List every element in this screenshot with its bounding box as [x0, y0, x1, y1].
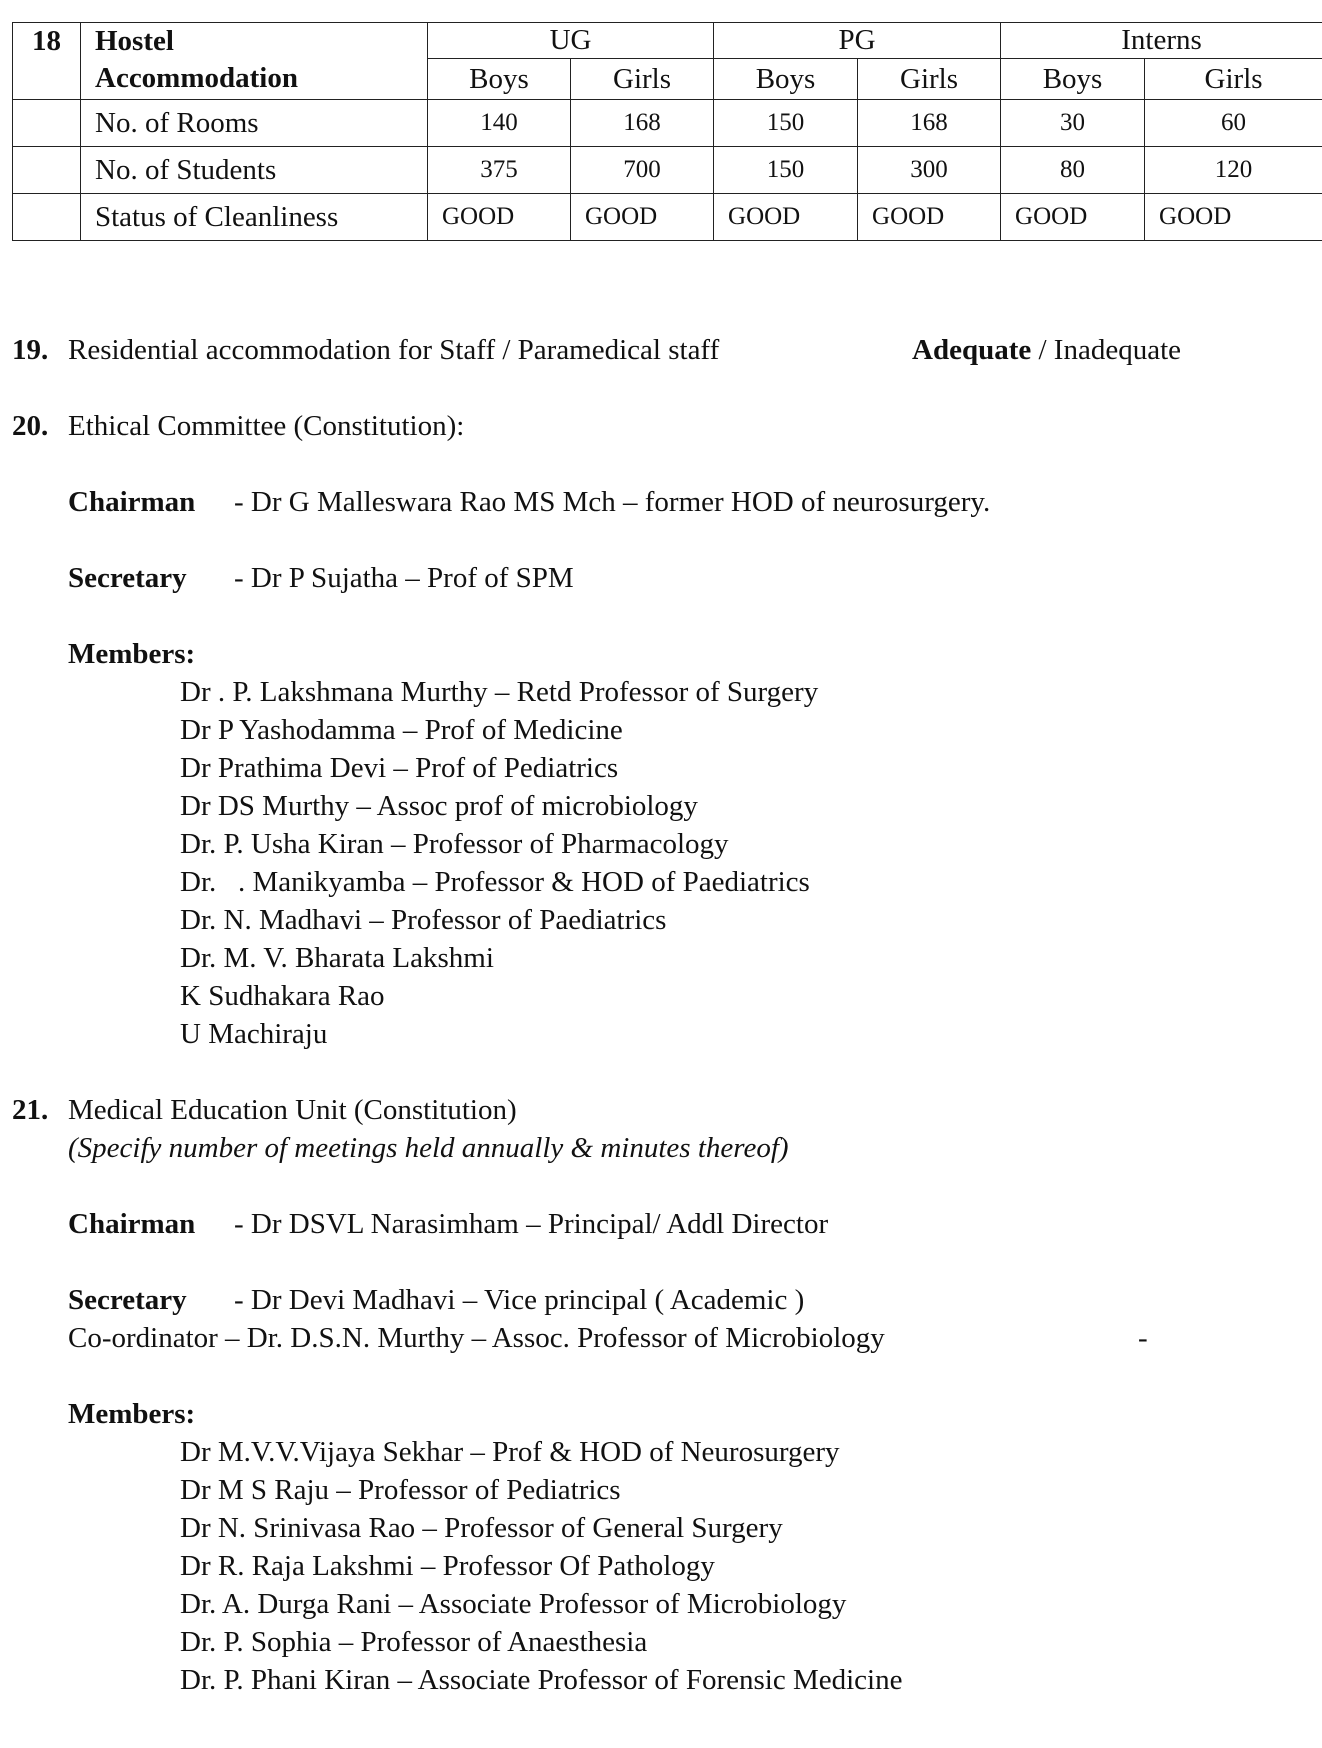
meu-secretary-line — [68, 1282, 804, 1318]
chairman-label: Chairman — [68, 486, 196, 518]
row-label: No. of Rooms — [81, 100, 428, 147]
table-cell: GOOD — [571, 194, 714, 241]
table-cell: 30 — [1001, 100, 1145, 147]
section-20-number: 20. — [12, 410, 49, 442]
secretary-value: - Dr P Sujatha – Prof of SPM — [234, 562, 574, 594]
table-row — [13, 194, 1322, 241]
answer-inadequate: / Inadequate — [1031, 334, 1181, 366]
list-item: Dr. M. V. Bharata Lakshmi — [180, 942, 494, 974]
secretary-label: Secretary — [68, 1284, 187, 1316]
list-item: Dr R. Raja Lakshmi – Professor Of Pathology — [180, 1550, 715, 1582]
table-cell: 140 — [428, 100, 571, 147]
table-cell: 375 — [428, 147, 571, 194]
chairman-value: - Dr G Malleswara Rao MS Mch – former HOD of neurosurgery. — [234, 486, 991, 518]
chairman-label: Chairman — [68, 1208, 196, 1240]
empty-cell — [13, 147, 81, 194]
table-cell: GOOD — [714, 194, 858, 241]
list-item: Dr N. Srinivasa Rao – Professor of General Surgery — [180, 1512, 783, 1544]
coordinator-trailing-dash: - — [1138, 1322, 1148, 1354]
meu-chairman-line — [68, 1206, 828, 1242]
list-item: Dr Prathima Devi – Prof of Pediatrics — [180, 752, 619, 784]
empty-cell — [13, 194, 81, 241]
table-cell: 168 — [571, 100, 714, 147]
list-item: Dr P Yashodamma – Prof of Medicine — [180, 714, 623, 746]
table-cell: 700 — [571, 147, 714, 194]
list-item: Dr. A. Durga Rani – Associate Professor of Microbiology — [180, 1588, 847, 1620]
meu-members-label: Members: — [68, 1398, 196, 1430]
table-cell: 150 — [714, 100, 858, 147]
table-cell: 300 — [858, 147, 1001, 194]
list-item: Dr. P. Phani Kiran – Associate Professor of Forensic Medicine — [180, 1664, 903, 1696]
table-cell: 60 — [1145, 100, 1322, 147]
secretary-label: Secretary — [68, 562, 187, 594]
secretary-value: - Dr Devi Madhavi – Vice principal ( Academic ) — [234, 1284, 805, 1316]
table-cell: 150 — [714, 147, 858, 194]
section-19-text: Residential accommodation for Staff / Paramedical staff — [68, 334, 720, 366]
table-cell: GOOD — [1145, 194, 1322, 241]
hostel-accommodation-table — [12, 22, 1322, 241]
group-header-pg: PG — [714, 23, 1001, 59]
section-19-number: 19. — [12, 334, 49, 366]
section-20-heading: Ethical Committee (Constitution): — [68, 410, 465, 442]
list-item: U Machiraju — [180, 1018, 328, 1050]
table-row — [13, 147, 1322, 194]
table-header-row — [13, 23, 1322, 59]
group-header-ug: UG — [428, 23, 714, 59]
subheader-cell: Boys — [428, 59, 571, 100]
table-cell: GOOD — [428, 194, 571, 241]
table-title — [81, 23, 428, 100]
ethics-members-label: Members: — [68, 638, 196, 670]
section-21-number: 21. — [12, 1094, 49, 1126]
list-item: Dr. P. Usha Kiran – Professor of Pharmacology — [180, 828, 729, 860]
subheader-cell: Boys — [714, 59, 858, 100]
subheader-cell: Girls — [1145, 59, 1322, 100]
ethics-secretary-line — [68, 560, 574, 596]
ethics-chairman-line — [68, 484, 990, 520]
section-21-heading: Medical Education Unit (Constitution) — [68, 1094, 517, 1126]
empty-cell — [13, 100, 81, 147]
list-item: Dr M S Raju – Professor of Pediatrics — [180, 1474, 621, 1506]
section-21-subheading: (Specify number of meetings held annually & minutes thereof) — [68, 1132, 789, 1164]
row-label: No. of Students — [81, 147, 428, 194]
list-item: Dr. . Manikyamba – Professor & HOD of Paediatrics — [180, 866, 810, 898]
list-item: Dr. P. Sophia – Professor of Anaesthesia — [180, 1626, 648, 1658]
subheader-cell: Girls — [571, 59, 714, 100]
list-item: Dr M.V.V.Vijaya Sekhar – Prof & HOD of Neurosurgery — [180, 1436, 840, 1468]
table-title-line2: Accommodation — [95, 62, 298, 94]
answer-adequate: Adequate — [912, 334, 1032, 366]
list-item: Dr . P. Lakshmana Murthy – Retd Professor of Surgery — [180, 676, 819, 708]
list-item: K Sudhakara Rao — [180, 980, 385, 1012]
meu-coordinator-line: Co-ordinator – Dr. D.S.N. Murthy – Assoc. Professor of Microbiology — [68, 1322, 885, 1354]
section-19-answer — [912, 332, 1181, 368]
table-cell: GOOD — [1001, 194, 1145, 241]
subheader-cell: Boys — [1001, 59, 1145, 100]
section-number: 18 — [13, 23, 81, 100]
table-row — [13, 100, 1322, 147]
row-label: Status of Cleanliness — [81, 194, 428, 241]
group-header-interns: Interns — [1001, 23, 1322, 59]
list-item: Dr DS Murthy – Assoc prof of microbiology — [180, 790, 698, 822]
chairman-value: - Dr DSVL Narasimham – Principal/ Addl Director — [234, 1208, 829, 1240]
table-cell: 80 — [1001, 147, 1145, 194]
list-item: Dr. N. Madhavi – Professor of Paediatrics — [180, 904, 667, 936]
table-cell: 168 — [858, 100, 1001, 147]
subheader-cell: Girls — [858, 59, 1001, 100]
table-title-line1: Hostel — [95, 25, 174, 57]
table-cell: 120 — [1145, 147, 1322, 194]
table-cell: GOOD — [858, 194, 1001, 241]
